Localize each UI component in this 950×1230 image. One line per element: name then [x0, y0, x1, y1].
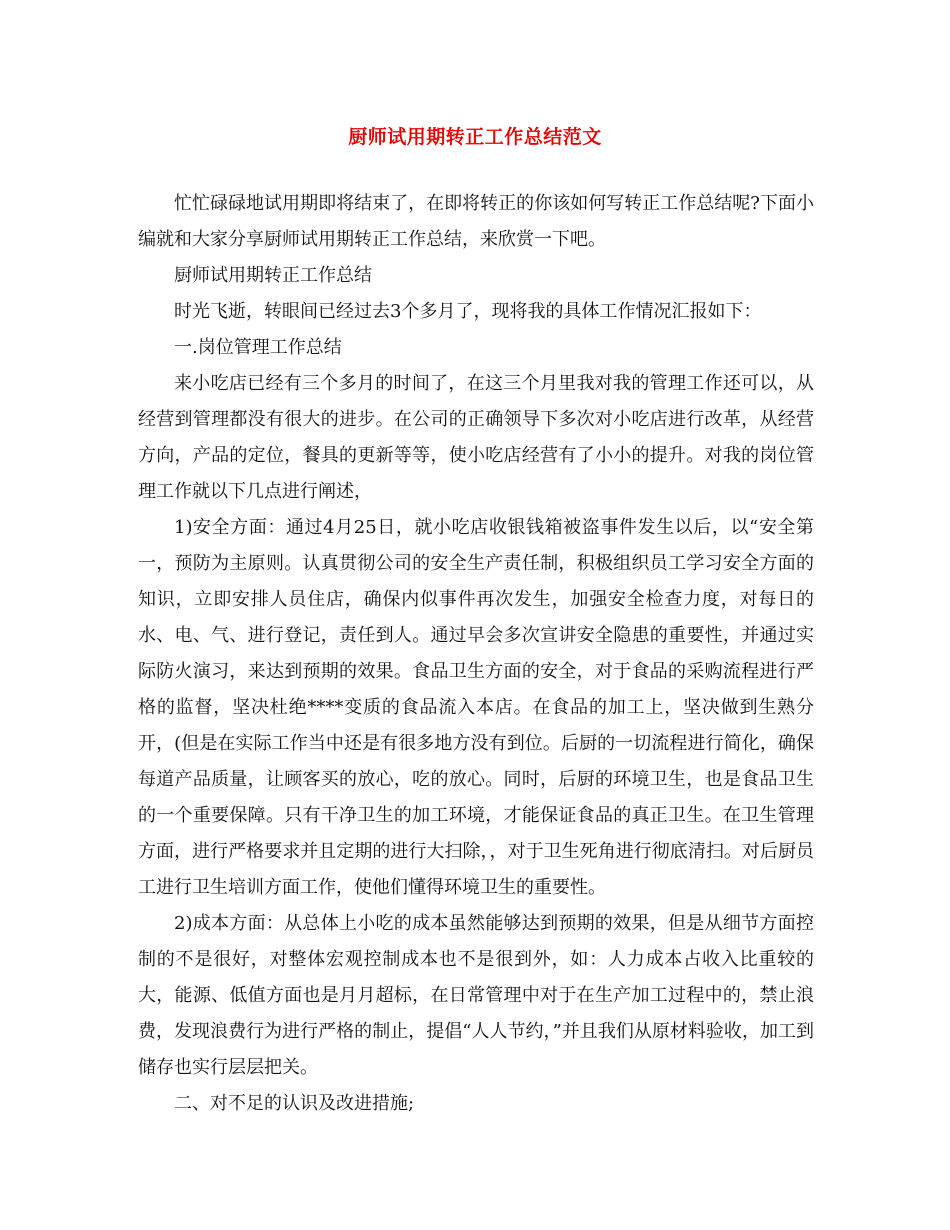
section-heading-2: 二、对不足的认识及改进措施;	[174, 1093, 415, 1114]
document-title: 厨师试用期转正工作总结范文	[348, 126, 602, 148]
paragraph-safety: 1)安全方面：通过4月25日，就小吃店收银钱箱被盗事件发生以后，以“安全第一，预防为主原则。认真贯彻公司的安全生产责任制，积极组织员工学习安全方面的知识，立即安排人员住店，确保内似事件再次发生，加强安全检查力度，对每日的水、电、气、进行登记，责任到人。通过早会多次宣讲安全隐患的重要性，并通过实际防火演习，来达到预期的效果。食品卫生方面的安全，对于食品的采购流程进行严格的监督，坚决杜绝****变质的食品流入本店。在食品的加工上，坚决做到生熟分开，(但是在实际工作当中还是有很多地方没有到位。后厨的一切流程进行简化，确保每道产品质量，让顾客买的放心，吃的放心。同时，后厨的环境卫生，也是食品卫生的一个重要保障。只有干净卫生的加工环境，才能保证食品的真正卫生。在卫生管理方面，进行严格要求并且定期的进行大扫除，，对于卫生死角进行彻底清扫。对后厨员工进行卫生培训方面工作，使他们懂得环境卫生的重要性。	[138, 517, 814, 898]
paragraph-subtitle: 厨师试用期转正工作总结	[174, 265, 372, 286]
document-body	[138, 186, 814, 1122]
paragraph-management: 来小吃店已经有三个多月的时间了，在这三个月里我对我的管理工作还可以，从经营到管理都没有很大的进步。在公司的正确领导下多次对小吃店进行改革，从经营方向，产品的定位，餐具的更新等等，使小吃店经营有了小小的提升。对我的岗位管理工作就以下几点进行阐述，	[138, 373, 814, 502]
paragraph-intro: 忙忙碌碌地试用期即将结束了，在即将转正的你该如何写转正工作总结呢?下面小编就和大家分享厨师试用期转正工作总结，来欣赏一下吧。	[138, 193, 814, 250]
paragraph-cost: 2)成本方面：从总体上小吃的成本虽然能够达到预期的效果，但是从细节方面控制的不是很好，对整体宏观控制成本也不是很到外，如：人力成本占收入比重较的大，能源、低值方面也是月月超标，在日常管理中对于在生产加工过程中的，禁止浪费，发现浪费行为进行严格的制止，提倡“人人节约，”并且我们从原材料验收，加工到储存也实行层层把关。	[138, 913, 814, 1078]
section-heading-1: 一.岗位管理工作总结	[174, 337, 342, 358]
paragraph-opening: 时光飞逝，转眼间已经过去3个多月了，现将我的具体工作情况汇报如下：	[174, 301, 762, 322]
